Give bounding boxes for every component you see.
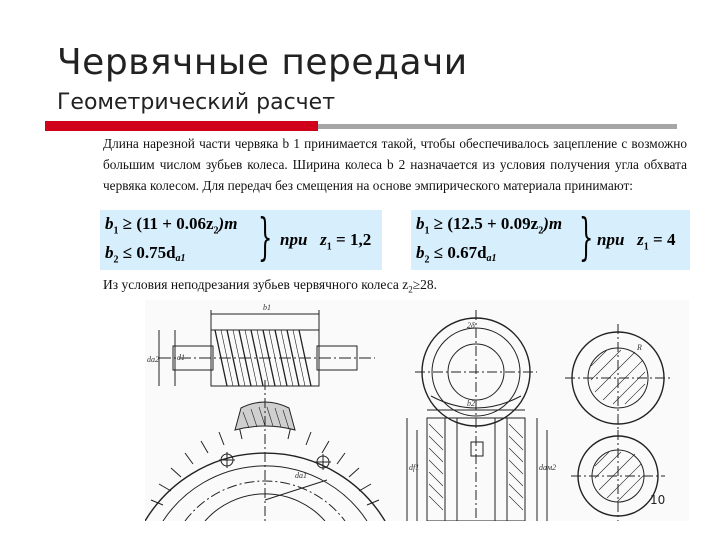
slide-subtitle: Геометрический расчет [57,90,336,115]
title-accent-bar [45,121,318,131]
label-df1: df1 [409,463,420,472]
worm-gear-drawing [145,300,689,521]
formula-left-b1: $b_1 \ge (11 + 0.06z_2)m$ [105,214,238,237]
label-r1: R [637,343,642,352]
formula-left-condition: при $z_1 = 1,2$ [280,230,372,253]
description-paragraph: Длина нарезной части червяка b 1 принимается такой, чтобы обеспечивалось зацепление с возможно большим числом зубьев колеса. Ширина колеса b 2 назначается из условия получения угла обхвата червяка колесом. Для передач без смещения на основе эмпирического материала принимают: [103,136,687,193]
label-angle: 2δ [467,321,475,330]
formula-right-brace: } [579,208,594,266]
label-da2: dа2 [147,355,159,364]
slide-title: Червячные передачи [57,42,468,83]
undercut-condition: Из условия неподрезания зубьев червячного колеса $z_2\ge 28$. [103,277,438,295]
formula-right-b2: $b_2 \le 0.67da1$ [416,243,497,266]
formula-left [100,210,382,270]
label-b2: b2 [467,399,475,408]
formula-right-b1: $b_1 \ge (12.5 + 0.09z_2)m$ [416,214,563,237]
label-b1: b1 [263,303,271,312]
formula-right [411,210,690,270]
formula-left-brace: } [258,208,273,266]
formula-left-b2: $b_2 \le 0.75da1$ [105,243,186,266]
label-da1: dа1 [295,471,307,480]
slide-number: 10 [650,493,666,507]
label-d1: d1 [177,353,185,362]
formula-right-condition: при $z_1 = 4$ [597,230,676,253]
label-dam2: dам2 [539,463,557,472]
